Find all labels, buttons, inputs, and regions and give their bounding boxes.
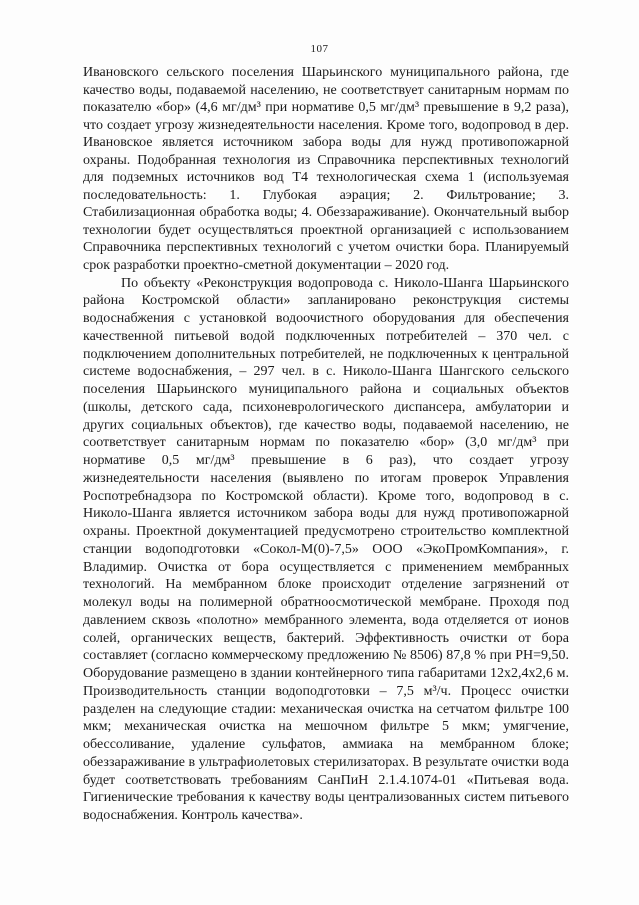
- paragraph-ivanovskoe: Ивановского сельского поселения Шарьинского муниципального района, где качество воды, подаваемой населению, не соответствует санитарным нормам по показателю «бор» (4,6 мг/дм³ при нормативе 0,5 мг/дм³ превышение в 9,2 раза), что создает угрозу жизнедеятельности населения. Кроме того, водопровод в дер. Ивановское является источником забора воды для нужд противопожарной охраны. Подобранная технология из Справочника перспективных технологий для подземных источников вод Т4 технологическая схема 1 (используемая последовательность: 1. Глубокая аэрация; 2. Фильтрование; 3. Стабилизационная обработка воды; 4. Обеззараживание). Окончательный выбор технологии будет осуществляться проектной организацией с использованием Справочника перспективных технологий с учетом очистки бора. Планируемый срок разработки проектно-сметной документации – 2020 год.: [83, 65, 569, 274]
- body-text: [83, 64, 569, 825]
- page-number: 107: [310, 43, 329, 55]
- paragraph-nikolo-shanga: По объекту «Реконструкция водопровода с. Николо-Шанга Шарьинского района Костромской области» запланировано реконструкция системы водоснабжения с установкой водоочистного оборудования для обеспечения качественной питьевой водой подключенных потребителей – 370 чел. с подключением дополнительных потребителей, не подключенных к центральной системе водоснабжения, – 297 чел. в с. Николо-Шанга Шангского сельского поселения Шарьинского муниципального района и социальных объектов (школы, детского сада, психоневрологического диспансера, амбулатории и других социальных объектов), где качество воды, подаваемой населению, не соответствует санитарным нормам по показателю «бор» (3,0 мг/дм³ при нормативе 0,5 мг/дм³ превышение в 6 раз), что создает угрозу жизнедеятельности населения (выявлено по итогам проверок Управления Роспотребнадзора по Костромской области). Кроме того, водопровод в с. Николо-Шанга является источником забора воды для нужд противопожарной охраны. Проектной документацией предусмотрено строительство комплектной станции водоподготовки «Сокол-М(0)-7,5» ООО «ЭкоПромКомпания», г. Владимир. Очистка от бора осуществляется с применением мембранных технологий. На мембранном блоке происходит отделение загрязнений от молекул воды на полимерной обратноосмотической мембране. Проходя под давлением сквозь «полотно» мембранного элемента, вода отделяется от ионов солей, органических веществ, бактерий. Эффективность очистки от бора составляет (согласно коммерческому предложению № 8506) 87,8 % при PH=9,50. Оборудование размещено в здании контейнерного типа габаритами 12х2,4х2,6 м. Производительность станции водоподготовки – 7,5 м³/ч. Процесс очистки разделен на следующие стадии: механическая очистка на сетчатом фильтре 100 мкм; механическая очистка на мешочном фильтре 5 мкм; умягчение, обессоливание, удаление сульфатов, аммиака на мембранном блоке; обеззараживание в ультрафиолетовых стерилизаторах. В результате очистки вода будет соответствовать требованиям СанПиН 2.1.4.1074-01 «Питьевая вода. Гигиенические требования к качеству воды централизованных систем питьевого водоснабжения. Контроль качества».: [83, 275, 569, 824]
